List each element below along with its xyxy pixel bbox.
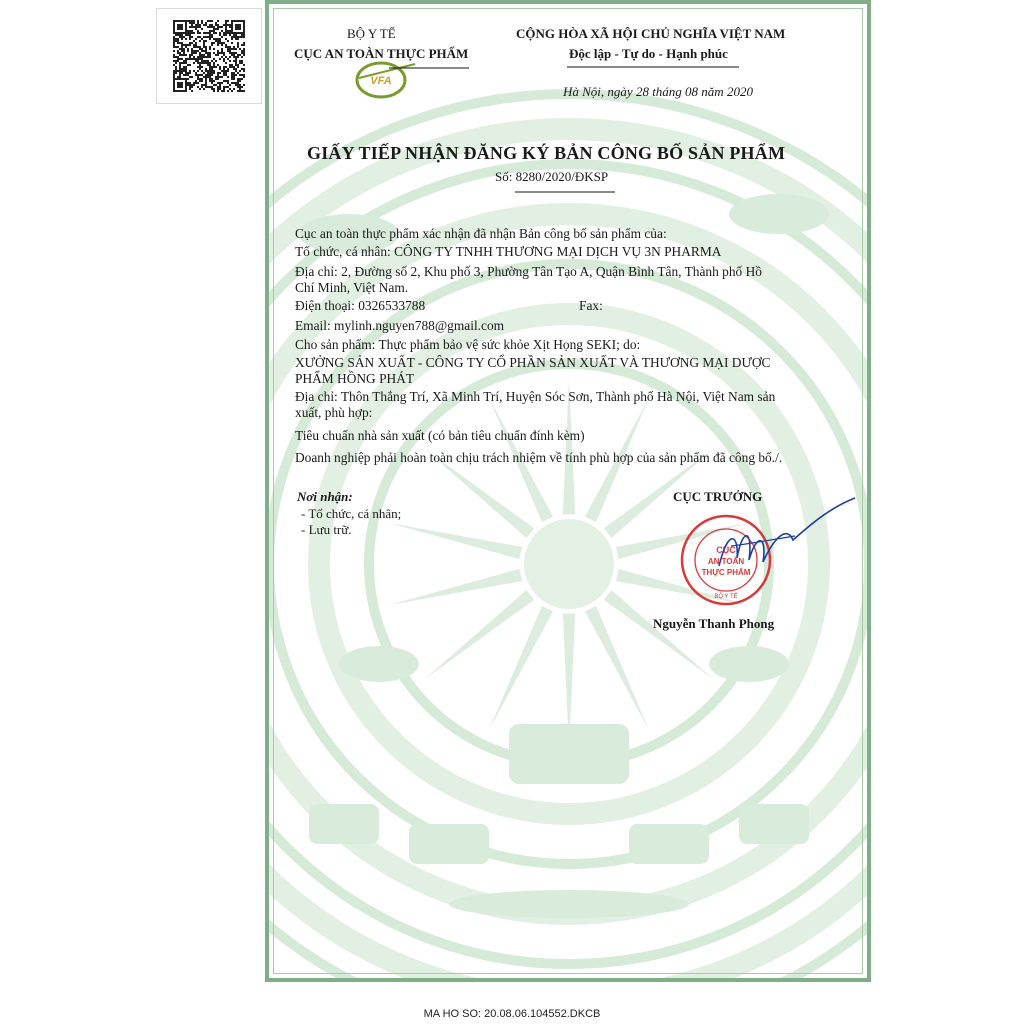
intro-text: Cục an toàn thực phẩm xác nhận đã nhận Bản công bố sản phẩm của:	[295, 226, 667, 241]
motto-underline	[567, 64, 739, 70]
place-date: Hà Nội, ngày 28 tháng 08 năm 2020	[563, 84, 753, 99]
handwritten-signature	[709, 496, 859, 586]
organization-text: Tổ chức, cá nhân: CÔNG TY TNHH THƯƠNG MẠI DỊCH VỤ 3N PHARMA	[295, 244, 722, 259]
address-line-1: Địa chỉ: 2, Đường số 2, Khu phố 3, Phường Tân Tạo A, Quận Bình Tân, Thành phố Hồ	[295, 264, 762, 279]
maker-address-line-2: xuất, phù hợp:	[295, 405, 373, 420]
title-underline	[515, 189, 615, 195]
agency-label: CỤC AN TOÀN THỰC PHẨM	[294, 46, 469, 61]
svg-text:BỘ Y TẾ: BỘ Y TẾ	[714, 594, 738, 600]
ministry-label: BỘ Y TẾ	[347, 26, 396, 41]
header-underline	[389, 64, 469, 72]
standard-text: Tiêu chuẩn nhà sản xuất (có bản tiêu chuẩn đính kèm)	[295, 428, 585, 443]
svg-text:VFA: VFA	[370, 75, 392, 87]
maker-address-line-1: Địa chỉ: Thôn Thắng Trí, Xã Minh Trí, Huyện Sóc Sơn, Thành phố Hà Nội, Việt Nam sản	[295, 389, 776, 404]
document-number: Số: 8280/2020/ĐKSP	[495, 169, 609, 184]
document-title: GIẤY TIẾP NHẬN ĐĂNG KÝ BẢN CÔNG BỐ SẢN PHẨM	[307, 143, 786, 163]
qr-code	[156, 8, 262, 104]
fax-text: Fax:	[579, 298, 603, 313]
svg-text:AN TOÀN: AN TOÀN	[707, 557, 745, 566]
maker-line-1: XƯỞNG SẢN XUẤT - CÔNG TY CỔ PHẦN SẢN XUẤT VÀ THƯƠNG MẠI DƯỢC	[295, 355, 771, 370]
certificate	[265, 0, 871, 982]
maker-line-2: PHẨM HỒNG PHÁT	[295, 371, 415, 386]
recipient-item: - Lưu trữ.	[301, 522, 352, 537]
record-code: MA HO SO: 20.08.06.104552.DKCB	[423, 1008, 601, 1020]
product-text: Cho sản phẩm: Thực phẩm bảo vệ sức khỏe Xịt Họng SEKI; do:	[295, 337, 641, 352]
svg-text:THỰC PHẨM: THỰC PHẨM	[701, 568, 751, 577]
nation-label: CỘNG HÒA XÃ HỘI CHỦ NGHĨA VIỆT NAM	[516, 26, 786, 41]
signer-position: CỤC TRƯỞNG	[673, 489, 763, 504]
qr-code-icon	[173, 20, 245, 92]
email-text: Email: mylinh.nguyen788@gmail.com	[295, 318, 505, 333]
recipients-heading: Nơi nhận:	[297, 489, 353, 504]
address-line-2: Chí Minh, Việt Nam.	[295, 280, 409, 295]
phone-text: Điện thoại: 0326533788	[295, 298, 426, 313]
vfa-logo-icon	[351, 56, 421, 100]
svg-text:CỤC: CỤC	[716, 545, 736, 555]
recipient-item: - Tổ chức, cá nhân;	[301, 506, 402, 521]
responsibility-text: Doanh nghiệp phải hoàn toàn chịu trách nhiệm về tính phù hợp của sản phẩm đã công bố./.	[295, 450, 783, 465]
motto-label: Độc lập - Tự do - Hạnh phúc	[569, 46, 728, 61]
signer-name: Nguyễn Thanh Phong	[653, 616, 775, 631]
